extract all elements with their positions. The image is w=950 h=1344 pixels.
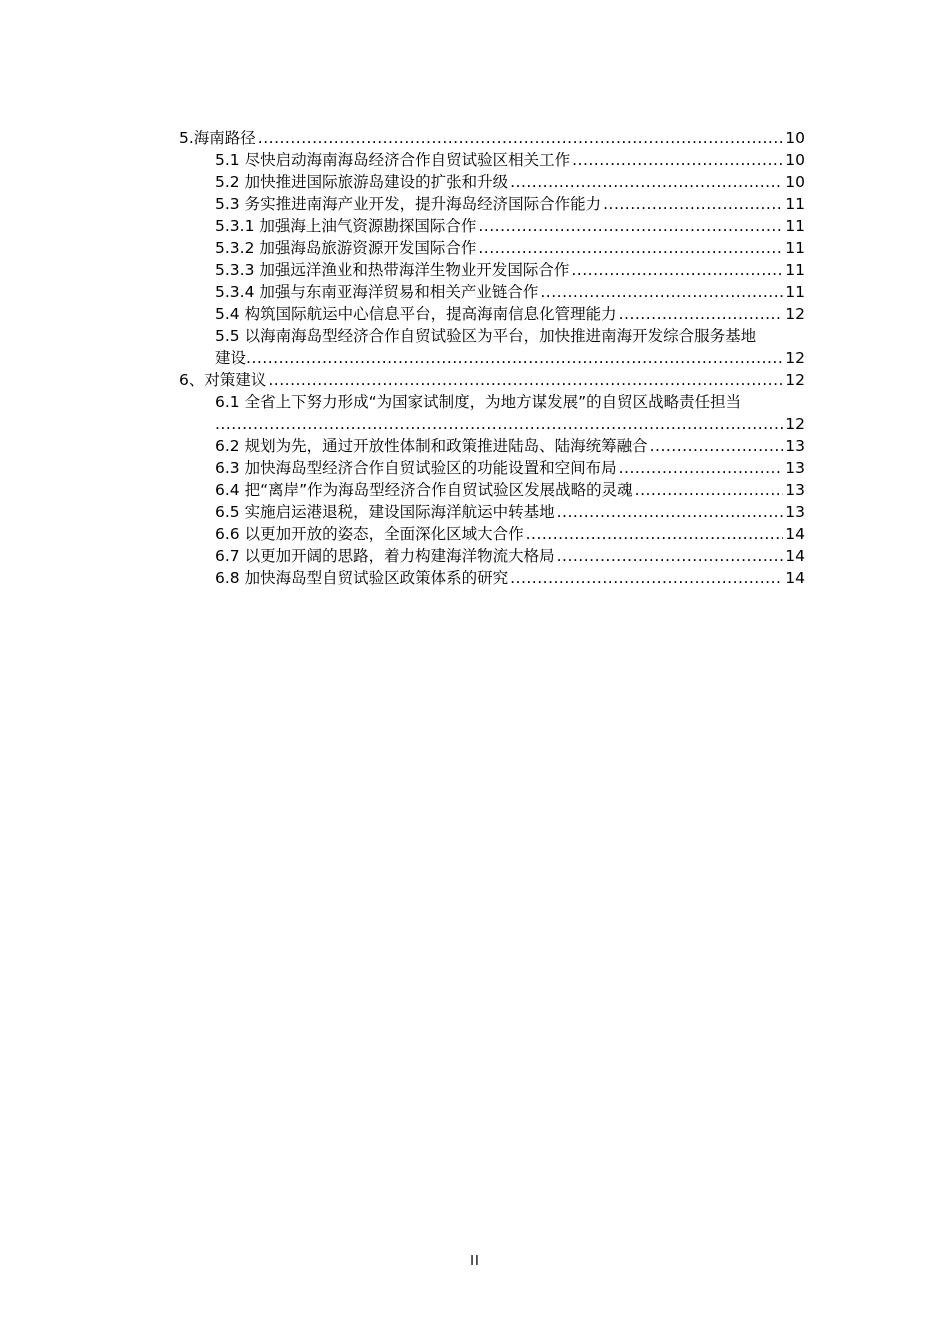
toc-entry-title: 6.2 规划为先，通过开放性体制和政策推进陆岛、陆海统筹融合 — [215, 437, 648, 455]
toc-dot-leader — [619, 303, 784, 325]
toc-dot-leader — [572, 149, 783, 171]
toc-entry-title: 5.3.1 加强海上油气资源勘探国际合作 — [215, 217, 477, 235]
toc-dot-leader — [557, 545, 784, 567]
toc-entry-title: 6.4 把“离岸”作为海岛型经济合作自贸试验区发展战略的灵魂 — [215, 481, 633, 499]
toc-entry-title: 6.6 以更加开放的姿态，全面深化区域大合作 — [215, 525, 524, 543]
toc-entry[interactable] — [179, 479, 805, 501]
toc-entry-page: 12 — [785, 305, 805, 323]
toc-dot-leader — [603, 193, 783, 215]
toc-entry-title-line1: 5.5 以海南海岛型经济合作自贸试验区为平台，加快推进南海开发综合服务基地 — [215, 327, 757, 345]
toc-entry-title: 6.8 加快海岛型自贸试验区政策体系的研究 — [215, 569, 509, 587]
toc-entry-page: 12 — [785, 349, 805, 367]
toc-entry[interactable] — [179, 281, 805, 303]
toc-entry-page: 10 — [785, 151, 805, 169]
toc-entry-page: 11 — [785, 261, 805, 279]
toc-entry-page: 12 — [785, 371, 805, 389]
toc-entry-title: 5.3.2 加强海岛旅游资源开发国际合作 — [215, 239, 477, 257]
toc-dot-leader — [540, 281, 783, 303]
toc-dot-leader — [619, 457, 784, 479]
toc-dot-leader — [526, 523, 784, 545]
toc-entry[interactable] — [179, 171, 805, 193]
toc-dot-leader — [510, 567, 783, 589]
toc-dot-leader — [650, 435, 784, 457]
toc-entry[interactable] — [179, 303, 805, 325]
toc-entry-title: 5.1 尽快启动海南海岛经济合作自贸试验区相关工作 — [215, 151, 571, 169]
toc-entry-page: 12 — [785, 415, 805, 433]
toc-entry-title: 5.4 构筑国际航运中心信息平台，提高海南信息化管理能力 — [215, 305, 617, 323]
toc-entry-page: 11 — [785, 195, 805, 213]
toc-entry-page: 13 — [785, 503, 805, 521]
toc-dot-leader — [635, 479, 784, 501]
toc-entry[interactable] — [179, 193, 805, 215]
toc-entry-title: 6.7 以更加开阔的思路，着力构建海洋物流大格局 — [215, 547, 555, 565]
toc-entry[interactable] — [179, 457, 805, 479]
toc-entry[interactable] — [179, 567, 805, 589]
toc-entry[interactable] — [179, 501, 805, 523]
toc-entry[interactable] — [179, 259, 805, 281]
toc-entry-page: 10 — [785, 129, 805, 147]
toc-entry-page: 14 — [785, 569, 805, 587]
toc-entry[interactable] — [179, 237, 805, 259]
toc-dot-leader — [510, 171, 783, 193]
toc-entry-page: 13 — [785, 437, 805, 455]
toc-entry[interactable] — [179, 325, 805, 369]
toc-dot-leader — [571, 259, 783, 281]
toc-entry-title: 5.海南路径 — [179, 129, 256, 147]
toc-entry-page: 13 — [785, 459, 805, 477]
toc-entry-title: 5.3.3 加强远洋渔业和热带海洋生物业开发国际合作 — [215, 261, 570, 279]
toc-entry-page: 14 — [785, 547, 805, 565]
toc-entry[interactable] — [179, 369, 805, 391]
toc-entry-page: 13 — [785, 481, 805, 499]
toc-entry-page: 11 — [785, 239, 805, 257]
toc-entry-title-line1: 6.1 全省上下努力形成“为国家试制度，为地方谋发展”的自贸区战略责任担当 — [215, 393, 742, 411]
toc-entry-page: 10 — [785, 173, 805, 191]
table-of-contents — [179, 127, 805, 589]
toc-entry-title: 6、对策建议 — [179, 371, 267, 389]
toc-dot-leader — [478, 215, 783, 237]
toc-dot-leader — [478, 237, 783, 259]
page-number: II — [470, 1254, 480, 1269]
toc-entry-title: 5.3 务实推进南海产业开发，提升海岛经济国际合作能力 — [215, 195, 602, 213]
toc-entry-title: 6.5 实施启运港退税，建设国际海洋航运中转基地 — [215, 503, 555, 521]
toc-entry-page: 14 — [785, 525, 805, 543]
toc-entry-page: 11 — [785, 283, 805, 301]
toc-entry[interactable] — [179, 435, 805, 457]
toc-entry[interactable] — [179, 215, 805, 237]
toc-entry[interactable] — [179, 127, 805, 149]
toc-dot-leader — [258, 127, 783, 149]
toc-entry[interactable] — [179, 545, 805, 567]
toc-entry[interactable] — [179, 391, 805, 435]
toc-entry-title: 6.3 加快海岛型经济合作自贸试验区的功能设置和空间布局 — [215, 459, 617, 477]
toc-dot-leader — [215, 413, 783, 435]
toc-entry-title: 5.3.4 加强与东南亚海洋贸易和相关产业链合作 — [215, 283, 539, 301]
toc-entry[interactable] — [179, 149, 805, 171]
toc-dot-leader — [246, 347, 783, 369]
toc-entry-title-line2: 建设 — [215, 349, 247, 367]
toc-dot-leader — [268, 369, 783, 391]
toc-entry-page: 11 — [785, 217, 805, 235]
toc-entry[interactable] — [179, 523, 805, 545]
toc-entry-title: 5.2 加快推进国际旅游岛建设的扩张和升级 — [215, 173, 509, 191]
toc-dot-leader — [557, 501, 784, 523]
